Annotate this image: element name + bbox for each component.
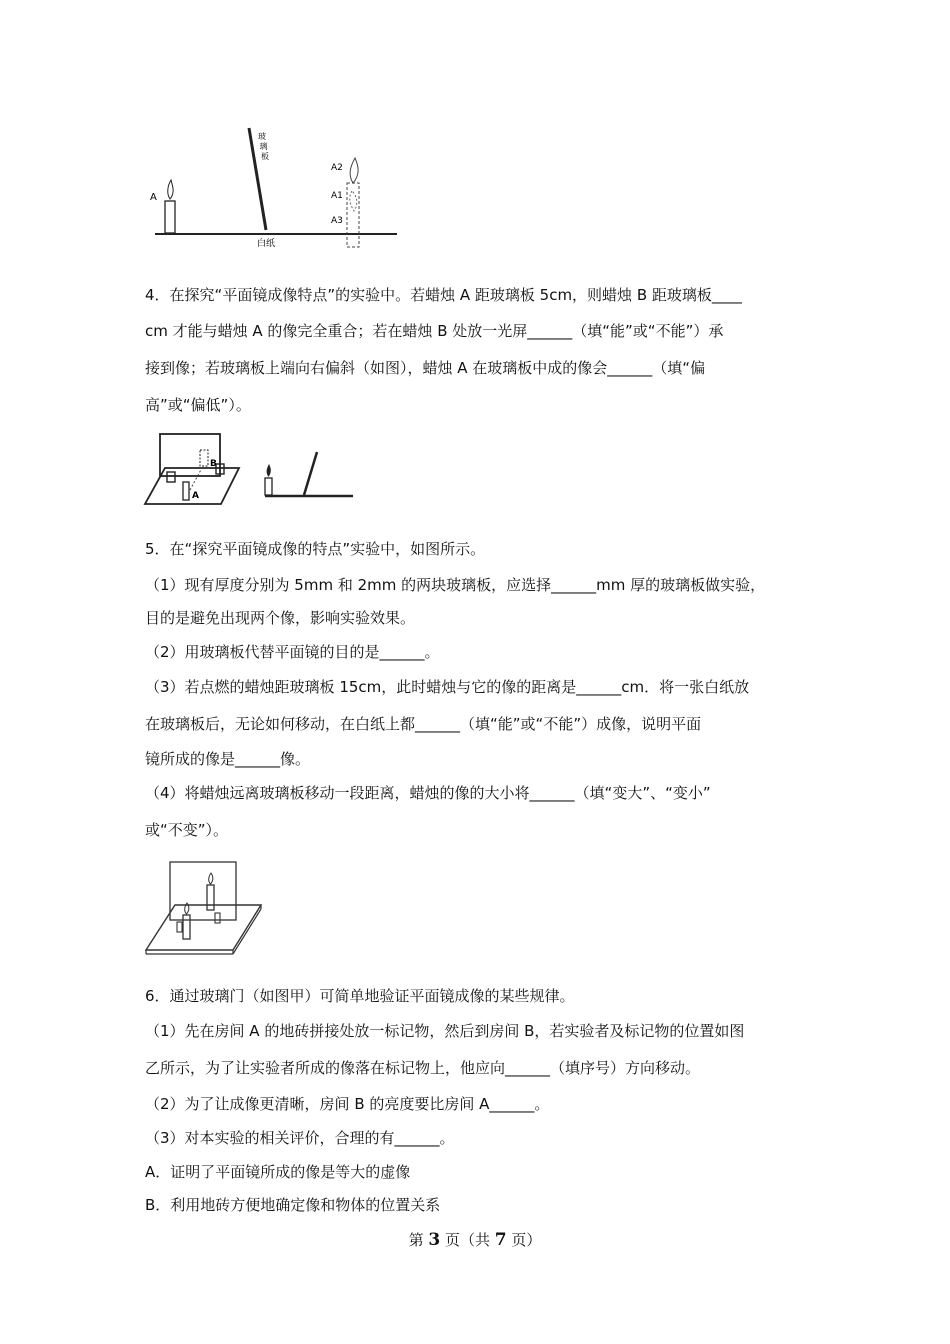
candle-a	[183, 482, 189, 500]
side-view-candle	[265, 478, 272, 495]
q5-line-7: 镜所成的像是______像。	[145, 750, 311, 768]
q5-line-6: 在玻璃板后，无论如何移动，在白纸上都______（填“能”或“不能”）成像，说明平面	[145, 715, 702, 733]
q6-line-3: 乙所示，为了让实验者所成的像落在标记物上，他应向______（填序号）方向移动。	[145, 1059, 701, 1077]
footer-suffix: 页）	[506, 1231, 542, 1249]
q5-line-4: （2）用玻璃板代替平面镜的目的是______。	[145, 643, 440, 661]
clip-right	[215, 913, 220, 923]
q5-line-8: （4）将蜡烛远离玻璃板移动一段距离，蜡烛的像的大小将______（填“变大”、“变小”	[145, 784, 711, 802]
q4-line-1: 4．在探究“平面镜成像特点”的实验中。若蜡烛 A 距玻璃板 5cm，则蜡烛 B 距玻璃板____	[145, 286, 742, 304]
paper-label: 白纸	[257, 239, 276, 249]
q5-line-3: 目的是避免出现两个像，影响实验效果。	[145, 609, 416, 627]
q6-line-5: （3）对本实验的相关评价，合理的有______。	[145, 1129, 455, 1147]
candle-label: A	[150, 192, 157, 203]
image-label-a2: A2	[331, 163, 343, 173]
footer-total-pages: 7	[494, 1230, 507, 1250]
side-view-flame-icon	[267, 464, 271, 477]
candle-body	[165, 201, 175, 233]
q4-line-3: 接到像；若玻璃板上端向右偏斜（如图），蜡烛 A 在玻璃板中成的像会______（填“偏	[145, 359, 706, 377]
side-view-glass	[304, 452, 317, 495]
page-footer	[0, 1229, 950, 1250]
clip-left	[167, 472, 175, 482]
label-a: A	[192, 491, 199, 501]
figure-tilted-glass-plate	[143, 430, 358, 510]
q6-line-1: 6．通过玻璃门（如图甲）可简单地验证平面镜成像的某些规律。	[145, 987, 575, 1005]
q5-line-2: （1）现有厚度分别为 5mm 和 2mm 的两块玻璃板，应选择______mm 厚的玻璃板做实验，	[145, 576, 766, 594]
footer-middle: 页（共	[440, 1231, 495, 1249]
q4-line-2: cm 才能与蜡烛 A 的像完全重合；若在蜡烛 B 处放一光屏______（填“能”或“不能”）承	[145, 322, 724, 340]
flame-behind-icon	[209, 873, 213, 884]
q6-option-a: A．证明了平面镜所成的像是等大的虚像	[145, 1163, 411, 1181]
clip-left	[177, 922, 182, 932]
candle-b	[200, 450, 208, 466]
image-flame-icon	[350, 158, 358, 183]
table-plane	[146, 905, 261, 950]
q6-line-2: （1）先在房间 A 的地砖拼接处放一标记物，然后到房间 B，若实验者及标记物的位置如图	[145, 1022, 745, 1040]
glass-frame	[160, 434, 220, 476]
q5-line-5: （3）若点燃的蜡烛距玻璃板 15cm，此时蜡烛与它的像的距离是______cm．将一张白纸放	[145, 678, 750, 696]
flame-icon	[168, 180, 173, 199]
q6-option-b: B．利用地砖方便地确定像和物体的位置关系	[145, 1196, 441, 1214]
figure-glass-plate-setup	[143, 858, 268, 958]
glass-frame	[170, 862, 236, 920]
footer-page-number: 3	[428, 1230, 441, 1250]
sight-line	[190, 466, 203, 490]
candle-front	[183, 915, 190, 939]
glass-plate-label: 玻璃板	[258, 132, 269, 161]
image-label-a3: A3	[331, 216, 343, 226]
q5-line-9: 或“不变”）。	[145, 821, 229, 839]
figure-candle-glass-plate	[145, 125, 405, 250]
q5-line-1: 5．在“探究平面镜成像的特点”实验中，如图所示。	[145, 540, 486, 558]
candle-behind	[207, 885, 214, 910]
image-label-a1: A1	[331, 191, 343, 201]
image-flame-dashed-icon	[350, 191, 357, 211]
q4-line-4: 高”或“偏低”）。	[145, 396, 251, 414]
q6-line-4: （2）为了让成像更清晰，房间 B 的亮度要比房间 A______。	[145, 1095, 550, 1113]
footer-prefix: 第	[408, 1231, 429, 1249]
label-b: B	[210, 459, 217, 469]
